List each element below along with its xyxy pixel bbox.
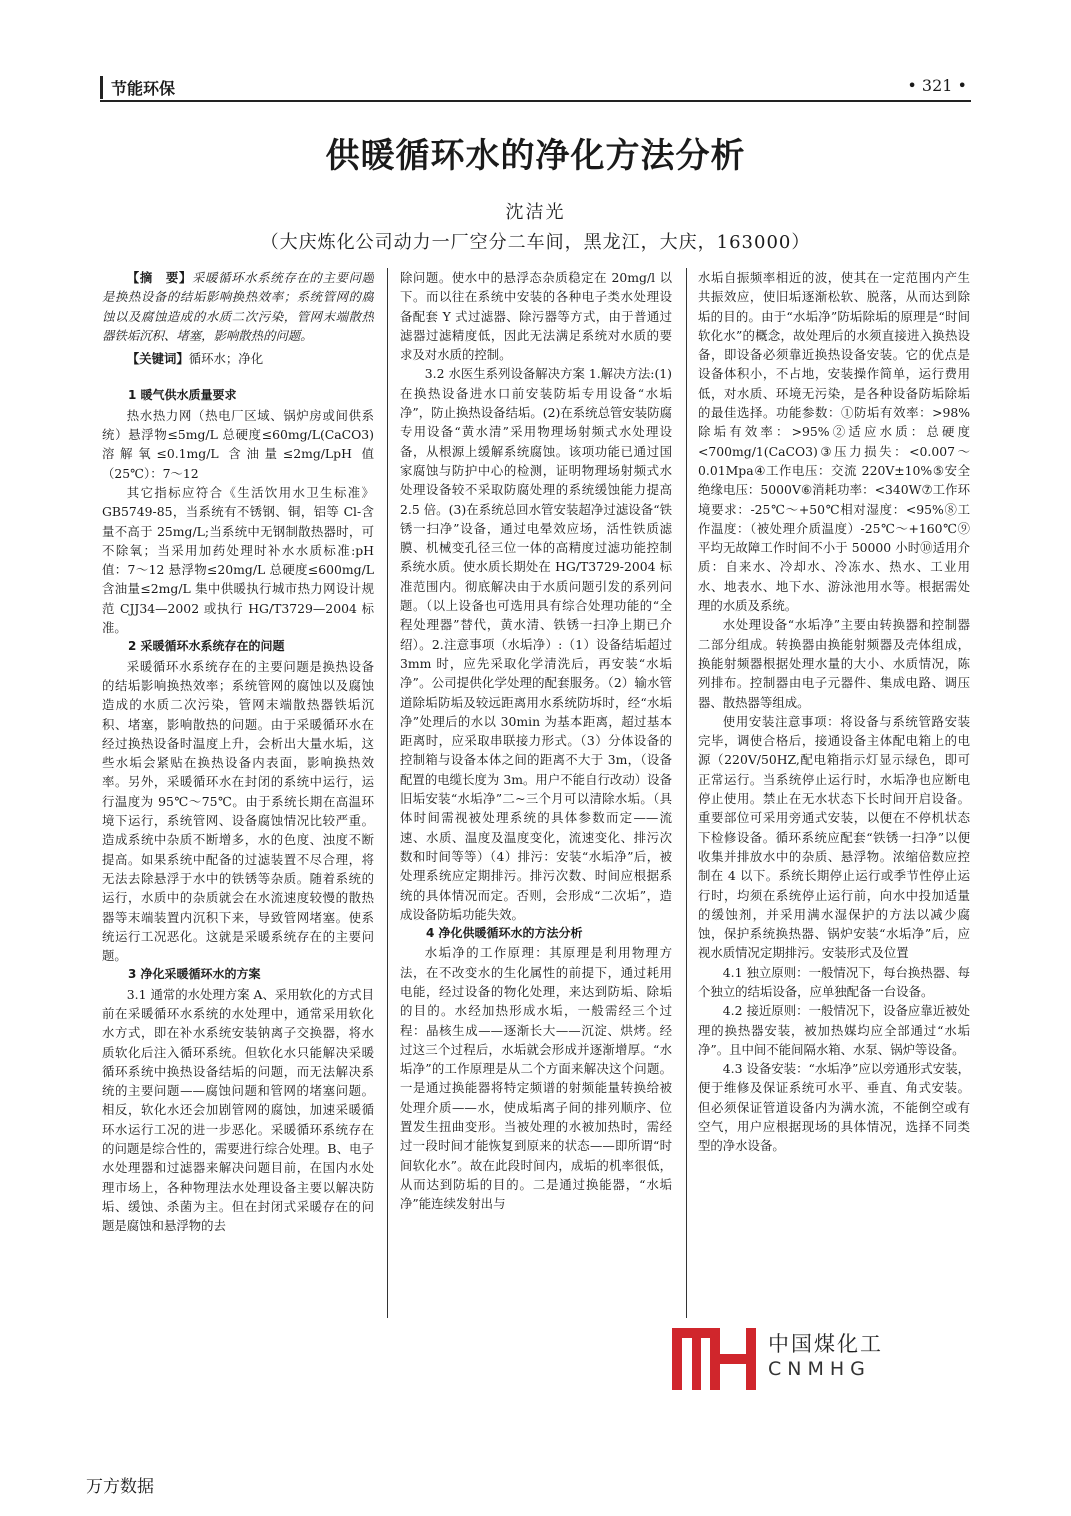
abstract-label: 【摘 要】 xyxy=(126,270,193,285)
author-name: 沈洁光 xyxy=(505,202,566,223)
text-column-3 xyxy=(698,268,970,1320)
column-2-body xyxy=(400,268,672,1214)
paragraph: 水处理设备“水垢净”主要由转换器和控制器二部分组成。转换器由换能射频器及壳体组成，换能射频器根据处理水量的大小、水质情况，陈列排布。控制器由电子元器件、集成电路、调压器、散热器等组成。 xyxy=(698,617,970,710)
paragraph: 使用安装注意事项：将设备与系统管路安装完毕，调使合格后，接通设备主体配电箱上的电源（220V/50HZ,配电箱指示灯显示绿色，即可正常运行。当系统停止运行时，水垢净也应断电停止使用。禁止在无水状态下长时间开启设备。重要部位可采用旁通式安装，以便在不停机状态下检修设备。循环系统应配套“铁锈一扫净”以便收集并排放水中的杂质、悬浮物。浓缩倍数应控制在 4 以下。系统长期停止运行或季节性停止运行时，均须在系统停止运行前，向水中投加适量的缓蚀剂，并采用满水湿保护的方法以减少腐蚀，保护系统换热器、锅炉安装“水垢净”后，应视水质情况定期排污。安装形式及位置 xyxy=(698,713,970,961)
paragraph: 3.2 水医生系列设备解决方案 1.解决方法:(1)在换热设备进水口前安装防垢专用设备“水垢净”，防止换热设备结垢。(2)在系统总管安装防腐专用设备“黄水清”采用物理场射频式水处理设备，从根源上缓解系统腐蚀。该项功能已通过国家腐蚀与防护中心的检测，证明物理场射频式水处理设备较不采取防腐处理的系统缓蚀能力提高 2.5 倍。(3)在系统总回水管安装超净过滤设备“铁锈一扫净”设备，通过电晕效应场，活性铁质滤膜、机械变孔径三位一体的高精度过滤功能控制系统水质。使水质长期处在 HG/T3729-2004 标准范围内。彻底解决由于水质问题引发的系列问题。（以上设备也可选用具有综合处理功能的“全程处理器”替代，黄水清、铁锈一扫净上期已介绍）。2.注意事项（水垢净）:（1）设备结垢超过 3mm 时，应先采取化学清洗后，再安装“水垢净”。公司提供化学处理的配套服务。（2）输水管道除垢防垢及较远距离用水系统防坼时，经“水垢净”处理后的水以 30min 为基本距离，超过基本距离时，应采取串联接力形式。（3）分体设备的控制箱与设备本体之间的距离不大于 3m，（设备配置的电缆长度为 3m。用户不能自行改动）设备旧垢安装“水垢净”二~三个月可以清除水垢。（具体时间需视被处理系统的具体参数而定——流速、水质、温度及温度变化，流速变化、排污次数和时间等等）（4）排污：安装“水垢净”后，被处理系统应定期排污。排污次数、时间应根据系统的具体情况而定。否则，会形成“二次垢”，造成设备防垢功能失效。 xyxy=(400,366,672,922)
paragraph: 其它指标应符合《生活饮用水卫生标准》GB5749-85，当系统有不锈钢、铜，铝等 Cl-含量不高于 25mg/L;当系统中无钢制散热器时，可不除氧；当采用加药处理时补水水质标准:pH 值：7～12 悬浮物≤20mg/L 总硬度≤600mg/L 含油量≤2mg/L 集中供暖执行城市热力网设计规范 CJJ34—2002 或执行 HG/T3729—2004 标准。 xyxy=(102,484,374,636)
section-heading: 1 暖气供水质量要求 xyxy=(128,388,237,403)
paragraph: 4.2 接近原则：一般情况下，设备应靠近被处理的换热器安装，被加热媒均应全部通过“水垢净”。且中间不能间隔水箱、水泵、锅炉等设备。 xyxy=(698,1003,970,1057)
paragraph: 水垢自振频率相近的波，使其在一定范围内产生共振效应，使旧垢逐渐松软、脱落，从而达到除垢的目的。由于“水垢净”防垢除垢的原理是“时间软化水”的概念，故处理后的水须直接进入换热设备，即设备必须靠近换热设备安装。它的优点是设备体积小，不占地，安装操作简单，运行费用低，对水质、环境无污染，是各种设备防垢除垢的最佳选择。功能参数：①防垢有效率：>98%除垢有效率：>95%②适应水质：总硬度<700mg/1(CaCO3)③压力损失：<0.007～0.01Mpa④工作电压：交流 220V±10%⑤安全绝缘电压：5000V⑥消耗功率：<340W⑦工作环境要求：-25℃～+50℃相对湿度：<95%⑧工作温度：（被处理介质温度）-25℃～+160℃⑨平均无故障工作时间不小于 50000 小时⑩适用介质：自来水、冷却水、冷冻水、热水、工业用水、地表水、地下水、游泳池用水等。根据需处理的水质及系统。 xyxy=(698,270,970,614)
logo-text-chinese: 中国煤化工 xyxy=(768,1332,883,1356)
paragraph: 水垢净的工作原理：其原理是利用物理方法，在不改变水的生化属性的前提下，通过耗用电能，经过设备的物化处理，来达到防垢、除垢的目的。水经加热形成水垢，一般需经三个过程：晶核生成——逐渐长大——沉淀、烘烤。经过这三个过程后，水垢就会形成并逐渐增厚。“水垢净”的工作原理是从二个方面来解决这个问题。一是通过换能器将特定频谱的射频能量转换给被处理介质——水，使成垢离子间的排列顺序、位置发生扭曲变形。当被处理的水被加热时，需经过一段时间才能恢复到原来的状态——即所谓“时间软化水”。故在此段时间内，成垢的机率很低，从而达到防垢的目的。二是通过换能器，“水垢净”能连续发射出与 xyxy=(400,945,672,1212)
article-title: 供暖循环水的净化方法分析 xyxy=(325,136,746,176)
column-divider xyxy=(686,268,687,1318)
section-heading: 4 净化供暖循环水的方法分析 xyxy=(426,926,583,941)
section-heading: 2 采暖循环水系统存在的问题 xyxy=(128,639,285,654)
paragraph: 热水热力网（热电厂区域、锅炉房或间供系统）悬浮物≤5mg/L 总硬度≤60mg/L(CaCO3)溶解氧≤0.1mg/L 含油量≤2mg/LpH 值（25℃）：7～12 xyxy=(102,407,374,481)
running-header xyxy=(100,72,971,102)
column-3-body xyxy=(698,268,970,1156)
paragraph: 3.1 通常的水处理方案 A、采用软化的方式目前在采暖循环水系统的水处理中，通常采用软化水方式，即在补水系统安装钠离子交换器，将水质软化后注入循环系统。但软化水只能解决采暖循环系统中换热设备结垢的问题，而无法解决系统的主要问题——腐蚀问题和管网的堵塞问题。相反，软化水还会加剧管网的腐蚀，加速采暖循环水运行工况的进一步恶化。采暖循环系统存在的问题是综合性的，需要进行综合处理。B、电子水处理器和过滤器来解决问题目前，在国内水处理市场上，各种物理法水处理设备主要以解决防垢、缓蚀、杀菌为主。但在封闭式采暖存在的问题是腐蚀和悬浮物的去 xyxy=(102,986,374,1234)
footer-watermark: 万方数据 xyxy=(86,1477,154,1497)
paragraph: 4.3 设备安装：“水垢净”应以旁通形式安装，便于维修及保证系统可水平、垂直、角式安装。但必须保证管道设备内为满水流，不能倒空或有空气，用户应根据现场的具体情况，选择不同类型的净水设备。 xyxy=(698,1061,970,1154)
paragraph: 4.1 独立原则：一般情况下，每台换热器、每个独立的结垢设备，应单独配备一台设备。 xyxy=(698,964,970,999)
keywords-label: 【关键词】 xyxy=(126,351,189,367)
paragraph: 采暖循环水系统存在的主要问题是换热设备的结垢影响换热效率；系统管网的腐蚀以及腐蚀造成的水质二次污染，管网末端散热器铁垢沉积、堵塞，影响散热的问题。由于采暖循环水在经过换热设备时温度上升，会析出大量水垢，这些水垢会紧贴在换热设备内表面，影响换热效率。另外，采暖循环水在封闭的系统中运行，运行温度为 95℃～75℃。由于系统长期在高温环境下运行，系统管网、设备腐蚀情况比较严重。造成系统中杂质不断增多，水的色度、浊度不断提高。如果系统中配备的过滤装置不尽合理，将无法去除悬浮于水中的铁锈等杂质。随着系统的运行，水质中的杂质就会在水流速度较慢的散热器等末端装置内沉积下来，导致管网堵塞。使系统运行工况恶化。这就是采暖系统存在的主要问题。 xyxy=(102,658,374,964)
journal-section-name: 节能环保 xyxy=(100,76,175,99)
author-affiliation: （大庆炼化公司动力一厂空分二车间，黑龙江，大庆，163000） xyxy=(260,232,811,253)
column-1-body xyxy=(102,386,374,1235)
logo-text-english: CNMHG xyxy=(768,1358,871,1380)
keywords xyxy=(102,349,374,368)
paragraph: 除问题。使水中的悬浮态杂质稳定在 20mg/l 以下。而以往在系统中安装的各种电子类水处理设备配套 Y 式过滤器、除污器等方式，由于普通过滤器过滤精度低，因此无法满足系统对水质的要求及对水质的控制。 xyxy=(400,270,672,363)
column-divider xyxy=(387,268,388,1318)
text-column-2 xyxy=(400,268,672,1320)
section-heading: 3 净化采暖循环水的方案 xyxy=(128,967,261,982)
page-number: • 321 • xyxy=(907,76,967,95)
text-column-1 xyxy=(102,268,374,1320)
abstract xyxy=(102,268,374,345)
keywords-text: 循环水；净化 xyxy=(188,351,264,367)
abstract-text: 采暖循环水系统存在的主要问题是换热设备的结垢影响换热效率；系统管网的腐蚀以及腐蚀造成的水质二次污染，管网末端散热器铁垢沉积、堵塞，影响散热的问题。 xyxy=(102,270,374,343)
